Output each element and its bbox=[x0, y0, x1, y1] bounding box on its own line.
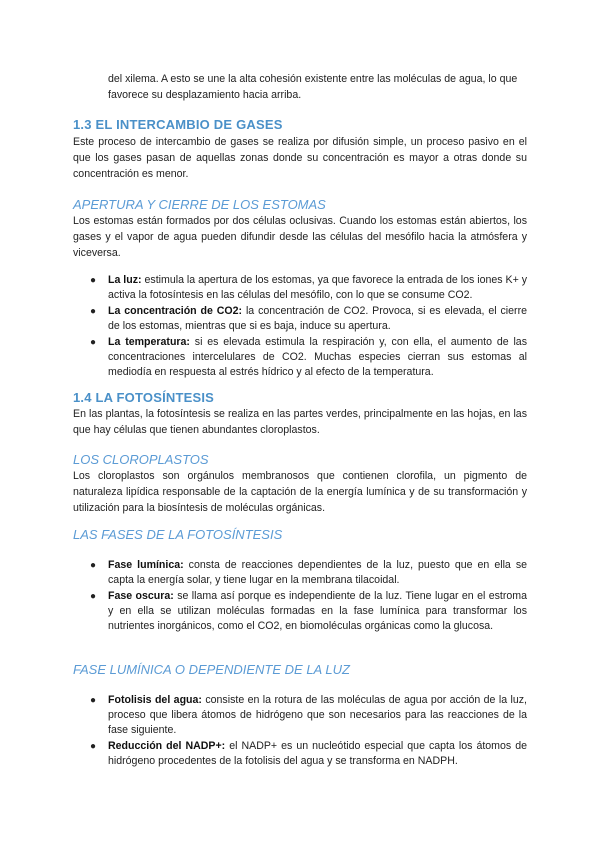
item-text: la concentración de CO2. Provoca, si es elevada, el cierre de los estomas, mientras que si es baja, induce su apertura. bbox=[108, 305, 527, 332]
item-text: consiste en la rotura de las moléculas de agua por acción de la luz, proceso que libera átomos de hidrógeno que son necesarios para las reacciones de la fase siguiente. bbox=[108, 694, 527, 736]
term: Fase lumínica: bbox=[108, 559, 184, 571]
bullet-icon: ● bbox=[90, 741, 97, 752]
section-1-4-title: 1.4 LA FOTOSÍNTESIS bbox=[73, 390, 215, 405]
item-text: estimula la apertura de los estomas, ya que favorece la entrada de los iones K+ y activa la fotosíntesis en las células del mesófilo, con lo que se consume CO2. bbox=[108, 274, 528, 301]
list-item bbox=[73, 304, 527, 334]
item-text: si es elevada estimula la respiración y, con ella, el aumento de las concentraciones intercelulares de CO2. Muchas especies cierran sus estomas al mediodía en respuesta al estrés hídrico y al efecto de la temperatura. bbox=[108, 336, 527, 378]
estomas-body: Los estomas están formados por dos células oclusivas. Cuando los estomas están abiertos, los gases y el vapor de agua pueden difundir desde las células del mesófilo hacia la atmósfera y viceversa. bbox=[73, 215, 527, 259]
list-item bbox=[73, 335, 527, 380]
estomas-title: APERTURA Y CIERRE DE LOS ESTOMAS bbox=[73, 197, 326, 212]
term: Fase oscura: bbox=[108, 590, 174, 602]
term: Fotolisis del agua: bbox=[108, 694, 202, 706]
bullet-icon: ● bbox=[90, 275, 97, 286]
luminica-list bbox=[73, 693, 527, 770]
list-item bbox=[73, 693, 527, 738]
estomas-list bbox=[73, 273, 527, 381]
list-item bbox=[73, 273, 527, 303]
item-text: se llama así porque es independiente de la luz. Tiene lugar en el estroma y en ella se utilizan moléculas formadas en la fase lumínica para transformar los nutrientes inorgánicos, como el CO2, en biomoléculas orgánicas como la glucosa. bbox=[108, 590, 527, 632]
term: La concentración de CO2: bbox=[108, 305, 243, 317]
term: La temperatura: bbox=[108, 336, 190, 348]
bullet-icon: ● bbox=[90, 306, 97, 317]
term: La luz: bbox=[108, 274, 142, 286]
bullet-icon: ● bbox=[90, 337, 97, 348]
luminica-title: FASE LUMÍNICA O DEPENDIENTE DE LA LUZ bbox=[73, 662, 350, 677]
fases-title: LAS FASES DE LA FOTOSÍNTESIS bbox=[73, 527, 283, 542]
fases-list bbox=[73, 558, 527, 635]
list-item bbox=[73, 589, 527, 634]
bullet-icon: ● bbox=[90, 560, 97, 571]
item-text: el NADP+ es un nucleótido especial que capta los átomos de hidrógeno procedentes de la fotolisis del agua y se transforma en NADPH. bbox=[108, 740, 527, 767]
section-1-3-title: 1.3 EL INTERCAMBIO DE GASES bbox=[73, 117, 283, 132]
list-item bbox=[73, 739, 527, 769]
list-item bbox=[73, 558, 527, 588]
term: Reducción del NADP+: bbox=[108, 740, 226, 752]
section-1-3-body: Este proceso de intercambio de gases se realiza por difusión simple, un proceso pasivo en el que los gases pasan de aquellas zonas donde su concentración es mayor a otras donde su concentración es menor. bbox=[73, 136, 527, 180]
intro-continuation: del xilema. A esto se une la alta cohesión existente entre las moléculas de agua, lo que favorece su desplazamiento hacia arriba. bbox=[108, 73, 518, 101]
bullet-icon: ● bbox=[90, 591, 97, 602]
section-1-4-body: En las plantas, la fotosíntesis se realiza en las partes verdes, principalmente en las hojas, en las que hay células que tienen abundantes cloroplastos. bbox=[73, 408, 527, 436]
cloroplastos-body: Los cloroplastos son orgánulos membranosos que contienen clorofila, un pigmento de naturaleza lipídica responsable de la captación de la energía lumínica y de su transformación y utilización para la biosíntesis de moléculas orgánicas. bbox=[73, 470, 527, 514]
cloroplastos-title: LOS CLOROPLASTOS bbox=[73, 452, 209, 467]
item-text: consta de reacciones dependientes de la luz, puesto que en ella se capta la energía solar, y tiene lugar en la membrana tilacoidal. bbox=[108, 559, 528, 586]
bullet-icon: ● bbox=[90, 695, 97, 706]
